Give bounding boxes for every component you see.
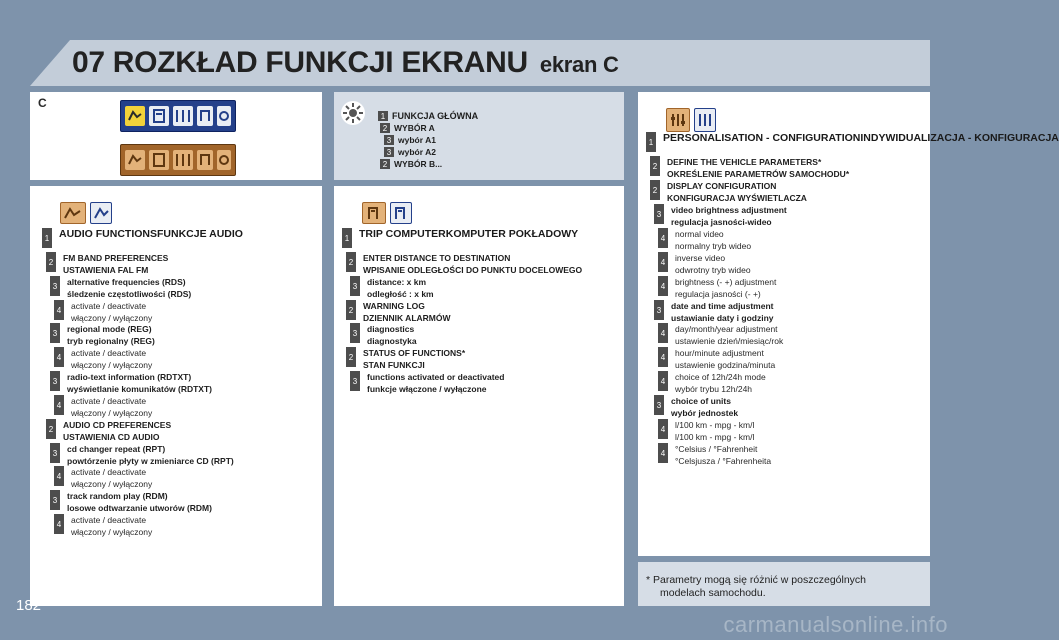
menu-item: 3 regional mode (REG) tryb regionalny (REG)	[50, 323, 155, 347]
menu-item: 3 radio-text information (RDTXT) wyświetlanie komunikatów (RDTXT)	[50, 371, 212, 395]
menu-item: 4 normal video normalny tryb wideo	[658, 228, 751, 252]
legend-item: 1 FUNKCJA GŁÓWNA	[378, 110, 478, 122]
legend-item: 3 wybór A2	[384, 146, 436, 158]
trip-computer-icon	[362, 202, 386, 224]
menu-item: 4 activate / deactivate włączony / wyłączony	[54, 466, 152, 490]
menu-item: 1 TRIP COMPUTERKOMPUTER POKŁADOWY	[342, 228, 578, 248]
menu-item: 3 date and time adjustment ustawianie daty i godziny	[654, 300, 774, 324]
menu-item: 3 video brightness adjustment regulacja jasności-wideo	[654, 204, 787, 228]
menu-item: 1 PERSONALISATION - CONFIGURATIONINDYWIDUALIZACJA - KONFIGURACJA	[646, 132, 1059, 152]
menu-item: 4 °Celsius / °Fahrenheit °Celsjusza / °Fahrenheita	[658, 443, 771, 467]
page-title: 07 ROZKŁAD FUNKCJI EKRANU ekran C	[72, 46, 619, 79]
menu-item: 4 choice of 12h/24h mode wybór trybu 12h/24h	[658, 371, 766, 395]
menu-item: 3 track random play (RDM) losowe odtwarzanie utworów (RDM)	[50, 490, 212, 514]
screen-label: C	[38, 96, 47, 110]
menu-item: 1 AUDIO FUNCTIONSFUNKCJE AUDIO	[42, 228, 243, 248]
menu-item: 3 cd changer repeat (RPT) powtórzenie płyty w zmieniarce CD (RPT)	[50, 443, 234, 467]
trip-panel	[334, 186, 624, 606]
configuration-icon	[694, 108, 716, 132]
screen-c-icon-bar	[120, 100, 236, 132]
page-subtitle: ekran C	[539, 52, 619, 77]
legend-item: 2 WYBÓR A	[380, 122, 435, 134]
menu-item: 2 ENTER DISTANCE TO DESTINATION WPISANIE ODLEGŁOŚCI DO PUNKTU DOCELOWEGO	[346, 252, 582, 276]
menu-item: 4 brightness (- +) adjustment regulacja jasności (- +)	[658, 276, 776, 300]
menu-item: 4 inverse video odwrotny tryb wideo	[658, 252, 751, 276]
page-number: 182	[16, 597, 42, 614]
menu-item: 4 l/100 km - mpg - km/l l/100 km - mpg - km/l	[658, 419, 754, 443]
menu-item: 2 DISPLAY CONFIGURATION KONFIGURACJA WYŚWIETLACZA	[650, 180, 807, 204]
menu-item: 2 STATUS OF FUNCTIONS* STAN FUNKCJI	[346, 347, 465, 371]
menu-item: 4 hour/minute adjustment ustawienie godzina/minuta	[658, 347, 775, 371]
menu-item: 3 alternative frequencies (RDS) śledzenie częstotliwości (RDS)	[50, 276, 191, 300]
menu-item: 2 AUDIO CD PREFERENCES USTAWIENIA CD AUDIO	[46, 419, 171, 443]
gear-sun-icon	[340, 100, 366, 126]
menu-item: 2 DEFINE THE VEHICLE PARAMETERS* OKREŚLENIE PARAMETRÓW SAMOCHODU*	[650, 156, 849, 180]
menu-item: 4 activate / deactivate włączony / wyłączony	[54, 395, 152, 419]
personalisation-icon	[666, 108, 690, 132]
menu-item: 3 choice of units wybór jednostek	[654, 395, 738, 419]
audio-icon	[60, 202, 86, 224]
menu-item: 2 FM BAND PREFERENCES USTAWIENIA FAL FM	[46, 252, 168, 276]
menu-item: 3 functions activated or deactivated funkcje włączone / wyłączone	[350, 371, 504, 395]
menu-item: 4 activate / deactivate włączony / wyłączony	[54, 514, 152, 538]
trip-settings-icon	[390, 202, 412, 224]
legend-panel	[334, 92, 624, 180]
menu-item: 4 activate / deactivate włączony / wyłączony	[54, 300, 152, 324]
menu-item: 4 day/month/year adjustment ustawienie dzień/miesiąc/rok	[658, 323, 783, 347]
legend-item: 2 WYBÓR B...	[380, 158, 442, 170]
menu-item: 3 diagnostics diagnostyka	[350, 323, 417, 347]
footnote: * Parametry mogą się różnić w poszczególnych modelach samochodu.	[646, 574, 867, 599]
audio-settings-icon	[90, 202, 112, 224]
legend-item: 3 wybór A1	[384, 134, 436, 146]
menu-item: 3 distance: x km odległość : x km	[350, 276, 434, 300]
menu-item: 4 activate / deactivate włączony / wyłączony	[54, 347, 152, 371]
watermark: carmanualsonline.info	[723, 612, 948, 637]
menu-item: 2 WARNING LOG DZIENNIK ALARMÓW	[346, 300, 451, 324]
screen-c-icon-bar-selected	[120, 144, 236, 176]
